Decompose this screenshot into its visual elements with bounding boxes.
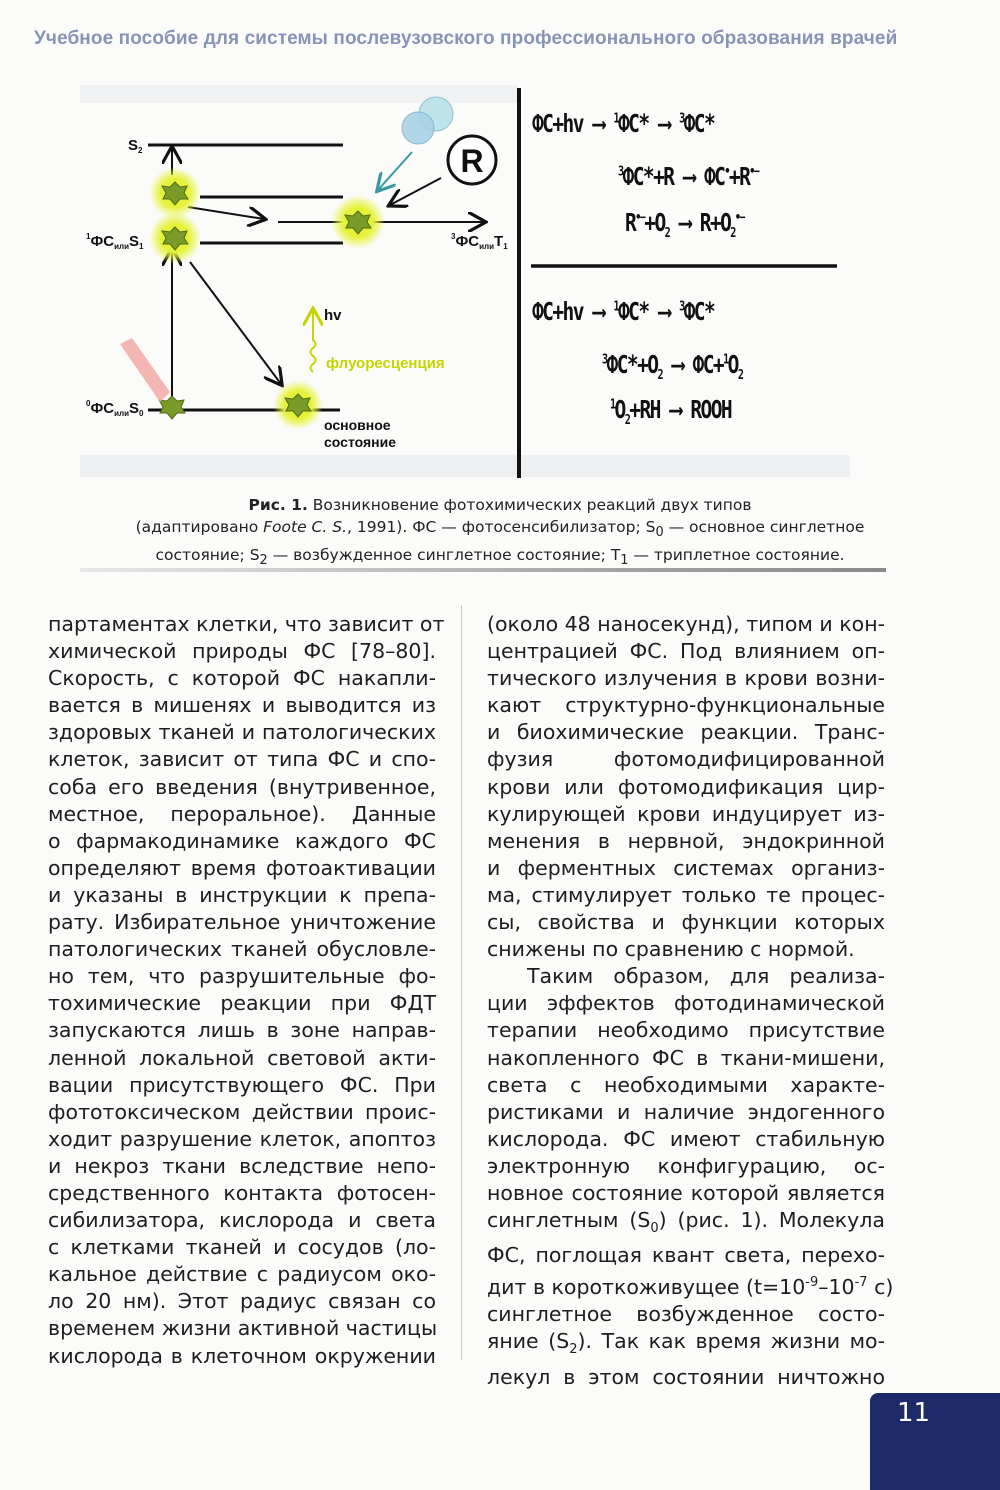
text-segment: -7	[854, 1275, 868, 1291]
caption-sub: 2	[259, 553, 268, 569]
text-line: Скорость, с которой ФС накапли-	[48, 666, 436, 691]
text-line: ции эффектов фотодинамической	[487, 991, 885, 1016]
t1-label: $^3ФС_{или}T_1$	[451, 232, 508, 251]
text-segment: 3	[679, 299, 684, 315]
text-segment: 3	[618, 164, 623, 180]
running-header: Учебное пособие для системы послевузовского профессионального образования врачей	[34, 28, 898, 49]
oxygen-atom-icon	[402, 112, 434, 144]
s0-label: $^0ФС_{или}S_0$	[86, 399, 144, 418]
light-source-icon	[120, 338, 170, 402]
text-line: средственного контакта фотосен-	[48, 1180, 436, 1205]
text-line: фузия фотомодифицированной	[487, 747, 885, 772]
substrate-r-label: R	[460, 143, 484, 179]
substrate-arrow	[390, 178, 441, 205]
page-number-tab	[870, 1393, 1000, 1490]
text-segment: 3	[602, 352, 607, 368]
text-segment: 1	[613, 111, 618, 127]
text-line: временем жизни активной частицы	[48, 1316, 438, 1341]
text-line: центрацией ФС. Под влиянием оп-	[487, 639, 885, 664]
text-line: сибилизатора, кислорода и света	[48, 1208, 436, 1233]
reaction-equation	[610, 395, 731, 428]
text-line	[487, 1269, 894, 1301]
text-segment: 3	[679, 111, 684, 127]
text-segment: ⟶ ФС+	[661, 350, 724, 379]
caption-label: Рис. 1.	[248, 496, 308, 514]
text-line: с клетками тканей и сосудов (ло-	[48, 1235, 436, 1260]
text-line: ходит разрушение клеток, апоптоз	[48, 1126, 436, 1151]
molecule-icon	[159, 396, 185, 419]
text-line: накопленного ФС в ткани-мишени,	[487, 1045, 885, 1070]
text-line: кислорода в клеточном окружении	[48, 1343, 436, 1368]
caption-sub: 0	[655, 525, 664, 541]
text-segment: 2	[657, 368, 662, 383]
excited-molecules	[149, 167, 385, 430]
relaxation-arrow	[190, 262, 281, 384]
text-line: Таким образом, для реализа-	[527, 964, 885, 989]
text-segment: +O	[644, 208, 665, 237]
text-line: кальное действие с радиусом око-	[48, 1262, 436, 1287]
ground-state-label-2: состояние	[324, 434, 396, 450]
text-line: фототоксическом действии проис-	[48, 1099, 436, 1124]
text-line: здоровых тканей и патологических	[48, 720, 436, 745]
ground-state-label-1: основное	[324, 417, 391, 433]
s1-label: $^1ФС_{или}S_1$	[86, 232, 144, 251]
text-line: тохимические реакции при ФДТ	[48, 991, 436, 1016]
text-line: тического излучения в крови возни-	[487, 666, 885, 691]
reaction-equation	[532, 109, 714, 138]
text-segment: •	[724, 164, 729, 180]
s2-label: $S_2$	[128, 137, 143, 155]
figure-band-bottom	[80, 455, 850, 477]
text-segment: -9	[805, 1275, 819, 1291]
text-line: и указаны в инструкции к препа-	[48, 882, 436, 907]
text-segment: ФС*+R ⟶ ФС	[622, 162, 725, 191]
caption-sub: 1	[620, 553, 629, 569]
reaction-equation	[532, 297, 714, 326]
text-line: сы, свойства и функции которых	[487, 910, 885, 935]
text-line: ма, стимулирует только те процес-	[487, 882, 885, 907]
fluorescence-label: флуоресценция	[326, 355, 445, 372]
text-segment: ФС*+O	[606, 350, 658, 379]
text-line: и биохимические реакции. Транс-	[487, 720, 885, 745]
text-line: местное, пероральное). Данные	[48, 801, 436, 826]
text-line: лекул в этом состоянии ничтожно	[487, 1364, 885, 1389]
figure-photochemical-reactions	[80, 85, 850, 480]
text-line: синглетное возбужденное состо-	[487, 1302, 885, 1327]
text-segment: 2	[624, 413, 630, 428]
text-segment: 2	[664, 226, 670, 241]
text-segment: O	[614, 395, 625, 424]
text-segment: 1	[723, 352, 728, 368]
text-line: (около 48 наносекунд), типом и кон-	[487, 612, 885, 636]
text-line: кают структурно-функциональные	[487, 693, 885, 718]
left-text-column	[48, 611, 445, 1370]
text-line: терапии необходимо присутствие	[487, 1018, 885, 1043]
text-line: о фармакодинамике каждого ФС	[48, 828, 436, 853]
reaction-equation	[602, 350, 742, 383]
text-segment: 2	[737, 368, 743, 383]
text-line: химической природы ФС [78–80].	[48, 639, 436, 664]
text-segment: ФС+hv ⟶	[532, 109, 614, 138]
reaction-equation	[625, 208, 744, 241]
text-line	[487, 1328, 885, 1363]
caption-text: Возникновение фотохимических реакций двух типов	[307, 496, 752, 514]
text-segment: дит в короткоживущее (t=10	[487, 1275, 806, 1300]
text-line: менения в нервной, эндокринной	[487, 828, 885, 853]
caption-rule	[80, 568, 886, 572]
text-line: партаментах клетки, что зависит от	[48, 612, 445, 636]
text-line	[487, 1207, 885, 1242]
figure-caption	[60, 494, 940, 572]
text-line: снижены по сравнению с нормой.	[487, 937, 855, 962]
caption-text: состояние; S	[155, 546, 260, 565]
text-segment: яние (S	[487, 1329, 570, 1354]
caption-text: (адаптировано	[135, 518, 264, 536]
column-divider	[461, 605, 462, 1360]
caption-reference: Foote C. S.	[263, 518, 347, 536]
oxygen-arrow	[378, 152, 412, 190]
text-line: вается в мишенях и выводится из	[48, 693, 436, 718]
text-line: света с необходимыми характе-	[487, 1072, 885, 1097]
fluorescence-wave-icon	[311, 310, 316, 372]
text-segment: O	[727, 350, 738, 379]
text-segment: 1	[613, 299, 618, 315]
text-segment: ФС*	[683, 109, 715, 138]
text-segment: •−	[734, 210, 744, 226]
text-line: ло 20 нм). Этот радиус связан со	[48, 1289, 436, 1314]
text-segment: с)	[867, 1275, 894, 1300]
text-segment: 1	[610, 397, 615, 413]
text-segment: ⟶ R+O	[669, 208, 731, 237]
figure-band-top	[80, 85, 518, 103]
right-text-column	[487, 611, 894, 1391]
text-segment: 2	[569, 1342, 578, 1358]
caption-text: — основное синглетное	[663, 518, 865, 536]
reaction-equation	[618, 162, 758, 191]
text-line: определяют время фотоактивации	[48, 855, 436, 880]
text-line: клеток, зависит от типа ФС и спо-	[48, 747, 436, 772]
isc-arrow	[188, 207, 264, 219]
text-line: запускаются лишь в зоне направ-	[48, 1018, 436, 1043]
text-line: но тем, что разрушительные фо-	[48, 964, 436, 989]
caption-text: , 1991). ФС — фотосенсибилизатор; S	[347, 518, 656, 536]
hv-label: hv	[324, 307, 342, 324]
text-segment: ФС* ⟶	[617, 297, 680, 326]
energy-level-diagram	[80, 85, 850, 480]
text-line: кулирующей крови индуцирует из-	[487, 801, 885, 826]
text-segment: 0	[650, 1221, 659, 1237]
text-segment: синглетным (S	[487, 1208, 651, 1233]
text-segment: R	[625, 208, 636, 237]
text-segment: •−	[635, 210, 645, 226]
text-segment: +RH ⟶ ROOH	[629, 395, 732, 424]
text-line: электронную конфигурацию, ос-	[487, 1153, 885, 1178]
text-segment: •−	[749, 164, 759, 180]
text-segment: 2	[730, 226, 735, 241]
text-line: и некроз ткани вследствие непо-	[48, 1153, 436, 1178]
text-segment: –10	[818, 1275, 855, 1300]
text-segment: ФС*	[683, 297, 715, 326]
text-segment: ). Так как время жизни мо-	[577, 1329, 885, 1354]
caption-text: — возбужденное синглетное состояние; T	[267, 546, 621, 565]
caption-text: — триплетное состояние.	[628, 546, 845, 565]
text-line: и ферментных системах организ-	[487, 855, 885, 880]
text-line: соба его введения (внутривенное,	[48, 774, 436, 799]
text-line: ФС, поглощая квант света, перехо-	[487, 1243, 885, 1268]
page-number: 11	[897, 1398, 931, 1428]
text-line: патологических тканей обусловле-	[48, 937, 436, 962]
text-segment: +R	[728, 162, 750, 191]
text-line: вации присутствующего ФС. При	[48, 1072, 436, 1097]
text-segment: ФС* ⟶	[617, 109, 680, 138]
text-line: кислорода. ФС имеют стабильную	[487, 1126, 885, 1151]
text-line: ристиками и наличие эндогенного	[487, 1099, 885, 1124]
text-line: крови или фотомодификация цир-	[487, 774, 885, 799]
text-line: новное состояние которой является	[487, 1180, 885, 1205]
text-segment: ) (рис. 1). Молекула	[658, 1208, 885, 1233]
text-line: рату. Избирательное уничтожение	[48, 910, 436, 935]
text-line: ленной локальной световой акти-	[48, 1045, 436, 1070]
text-segment: ФС+hv ⟶	[532, 297, 614, 326]
